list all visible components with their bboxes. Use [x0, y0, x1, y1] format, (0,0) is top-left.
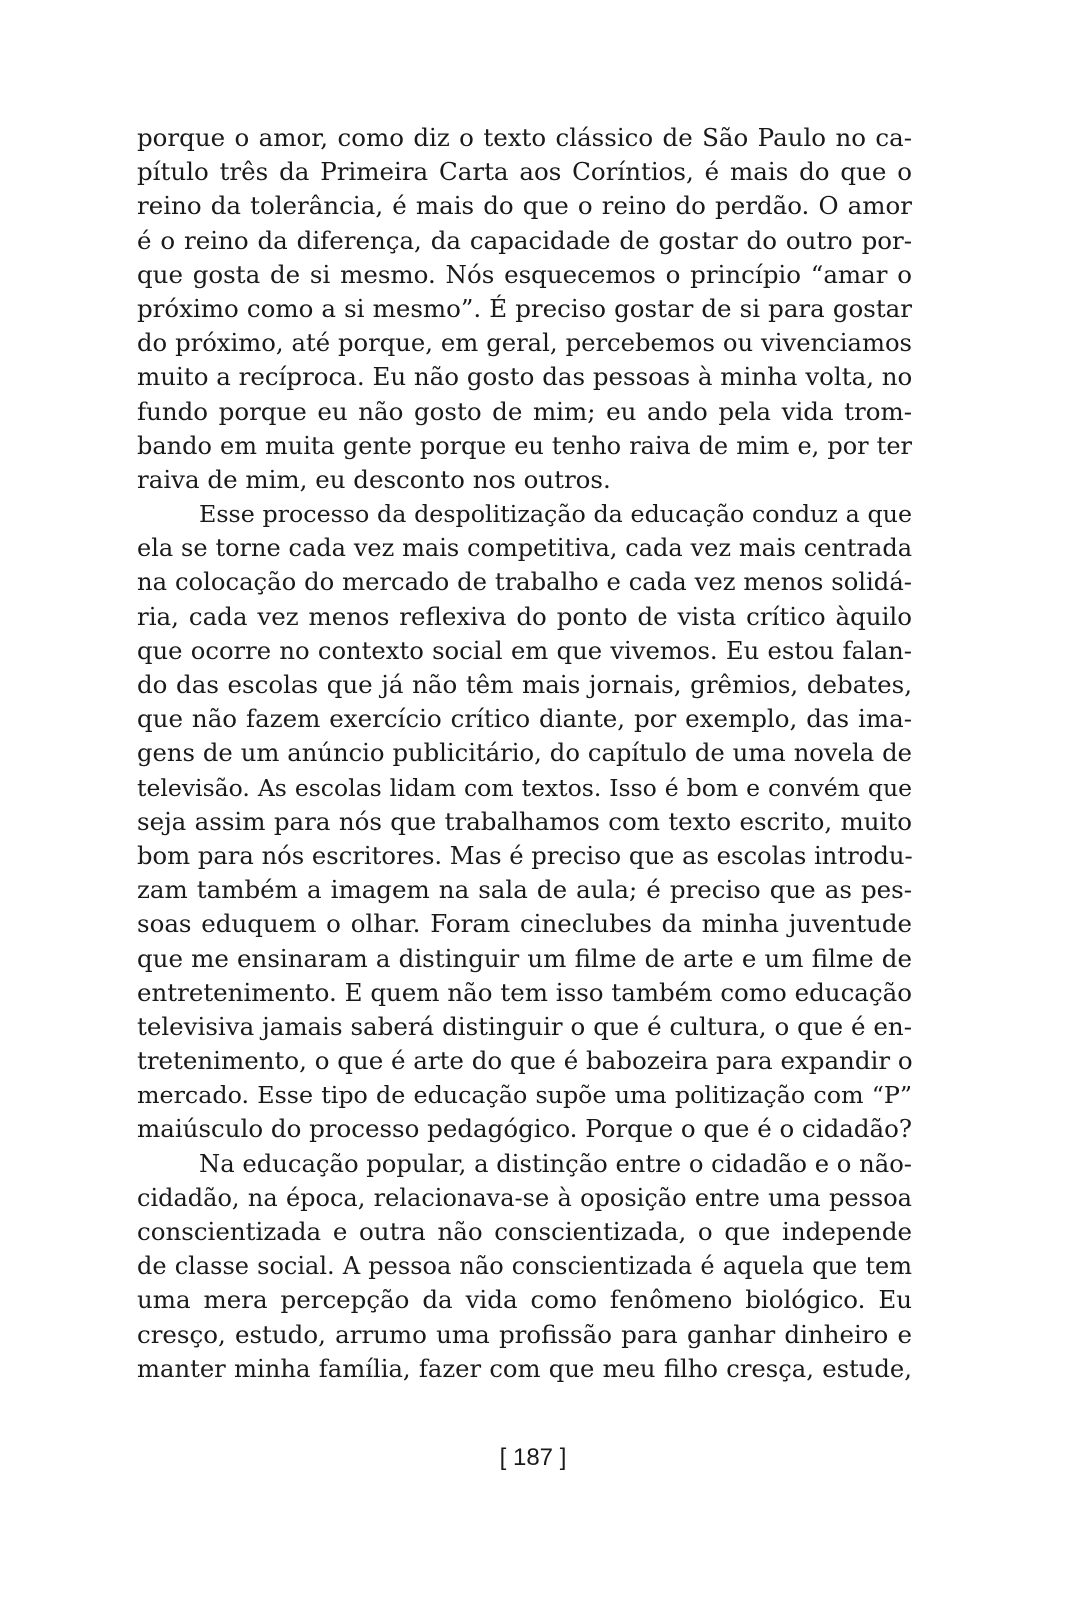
paragraph-2-line-5: que ocorre no contexto social em que vivemos. Eu estou falan-: [137, 635, 912, 665]
paragraph-2-line-2: ela se torne cada vez mais competitiva, cada vez mais centrada: [137, 534, 912, 563]
paragraph-3-line-2: cidadão, na época, relacionava-se à oposição entre uma pessoa: [137, 1183, 912, 1212]
paragraph-1-line-11: raiva de mim, eu desconto nos outros.: [137, 464, 611, 494]
paragraph-2-line-18: mercado. Esse tipo de educação supõe uma politização com “P”: [137, 1081, 912, 1110]
paragraph-2-line-16: televisiva jamais saberá distinguir o que é cultura, o que é en-: [137, 1011, 912, 1041]
paragraph-2-line-9: televisão. As escolas lidam com textos. Isso é bom e convém que: [137, 773, 912, 802]
paragraph-2-line-1: Esse processo da despolitização da educação conduz a que: [199, 500, 912, 529]
paragraph-1-line-5: que gosta de si mesmo. Nós esquecemos o princípio “amar o: [137, 259, 912, 289]
paragraph-3-line-3: conscientizada e outra não conscientizada, o que independe: [137, 1217, 912, 1246]
paragraph-1-line-9: fundo porque eu não gosto de mim; eu ando pela vida trom-: [137, 396, 912, 426]
paragraph-2-line-3: na colocação do mercado de trabalho e cada vez menos solidá-: [137, 567, 912, 597]
paragraph-3-line-4: de classe social. A pessoa não conscientizada é aquela que tem: [137, 1252, 912, 1281]
paragraph-1-line-2: pítulo três da Primeira Carta aos Coríntios, é mais do que o: [137, 157, 912, 187]
paragraph-3-line-1: Na educação popular, a distinção entre o cidadão e o não-: [199, 1148, 912, 1178]
paragraph-2-line-8: gens de um anúncio publicitário, do capítulo de uma novela de: [137, 738, 912, 768]
paragraph-2-line-7: que não fazem exercício crítico diante, por exemplo, das ima-: [137, 704, 912, 734]
paragraph-3-line-7: manter minha família, fazer com que meu filho cresça, estude,: [137, 1353, 912, 1383]
paragraph-1-line-10: bando em muita gente porque eu tenho raiva de mim e, por ter: [137, 431, 912, 460]
paragraph-2-line-11: bom para nós escritores. Mas é preciso que as escolas introdu-: [137, 840, 913, 870]
paragraph-2-line-6: do das escolas que já não têm mais jornais, grêmios, debates,: [137, 670, 912, 699]
page-number: [ 187 ]: [499, 1444, 567, 1471]
paragraph-2-line-10: seja assim para nós que trabalhamos com texto escrito, muito: [137, 806, 912, 836]
paragraph-2-line-13: soas eduquem o olhar. Foram cineclubes da minha juventude: [137, 909, 912, 939]
paragraph-1-line-8: muito a recíproca. Eu não gosto das pessoas à minha volta, no: [137, 362, 913, 392]
paragraph-1-line-7: do próximo, até porque, em geral, percebemos ou vivenciamos: [137, 328, 912, 358]
paragraph-1-line-4: é o reino da diferença, da capacidade de gostar do outro por-: [137, 225, 912, 255]
paragraph-1-line-1: porque o amor, como diz o texto clássico de São Paulo no ca-: [137, 123, 912, 152]
paragraph-2-line-15: entretenimento. E quem não tem isso também como educação: [137, 977, 912, 1007]
paragraph-2-line-14: que me ensinaram a distinguir um filme de arte e um filme de: [137, 943, 912, 973]
paragraph-2-line-19: maiúsculo do processo pedagógico. Porque o que é o cidadão?: [137, 1114, 913, 1144]
paragraph-1-line-6: próximo como a si mesmo”. É preciso gostar de si para gostar: [137, 293, 912, 323]
paragraph-2-line-12: zam também a imagem na sala de aula; é preciso que as pes-: [137, 875, 912, 905]
paragraph-3-line-6: cresço, estudo, arrumo uma profissão para ganhar dinheiro e: [137, 1319, 912, 1349]
paragraph-2-line-4: ria, cada vez menos reflexiva do ponto de vista crítico àquilo: [137, 601, 912, 631]
body-text: [137, 121, 912, 1386]
paragraph-1-line-3: reino da tolerância, é mais do que o reino do perdão. O amor: [137, 191, 912, 221]
paragraph-3-line-5: uma mera percepção da vida como fenômeno biológico. Eu: [137, 1285, 912, 1315]
paragraph-2-line-17: tretenimento, o que é arte do que é babozeira para expandir o: [137, 1046, 913, 1076]
